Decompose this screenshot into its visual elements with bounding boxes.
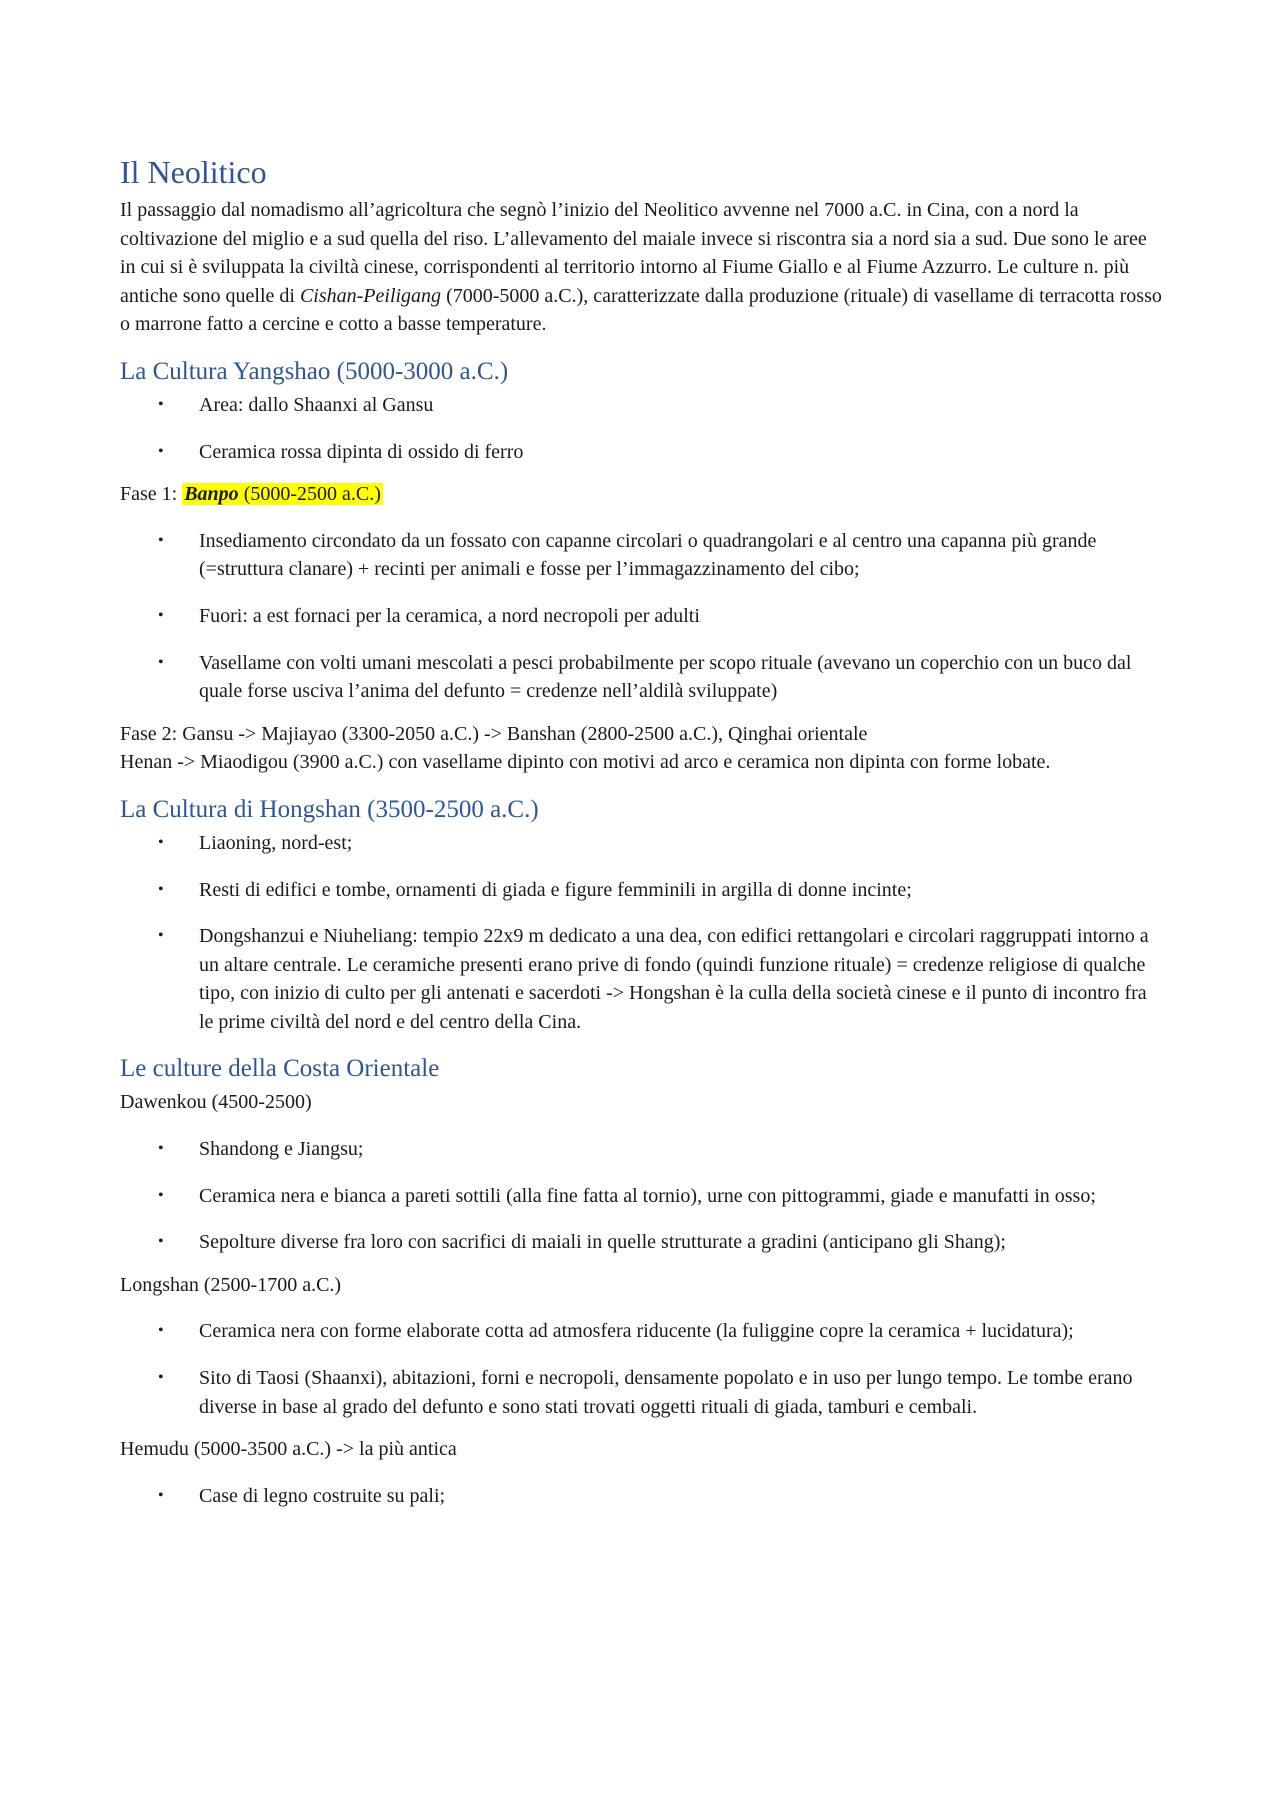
list-item: • Sito di Taosi (Shaanxi), abitazioni, forni e necropoli, densamente popolato e in uso per lungo tempo. Le tombe erano diverse in base al grado del defunto e sono stati trovati oggetti rituali di giada, tamburi e cembali. bbox=[120, 1364, 1165, 1421]
list-item: • Ceramica nera e bianca a pareti sottili (alla fine fatta al tornio), urne con pittogrammi, giade e manufatti in osso; bbox=[120, 1182, 1165, 1211]
list-item: • Vasellame con volti umani mescolati a pesci probabilmente per scopo rituale (avevano un coperchio con un buco dal quale forse usciva l’anima del defunto = credenze nell’aldilà sviluppate) bbox=[120, 649, 1165, 706]
list-item: • Sepolture diverse fra loro con sacrifici di maiali in quelle strutturate a gradini (anticipano gli Shang); bbox=[120, 1228, 1165, 1257]
bullet-icon: • bbox=[158, 1140, 164, 1158]
hemudu-list bbox=[120, 1482, 1165, 1511]
fase1-dates: (5000-2500 a.C.) bbox=[238, 483, 381, 506]
page-title: Il Neolitico bbox=[120, 154, 267, 190]
document-page bbox=[120, 148, 1165, 1524]
intro-text-em: Cishan-Peiligang bbox=[299, 284, 442, 307]
bullet-icon: • bbox=[158, 833, 164, 851]
list-item: • Ceramica nera con forme elaborate cotta ad atmosfera riducente (la fuliggine copre la ceramica + lucidatura); bbox=[120, 1317, 1165, 1346]
bullet-icon: • bbox=[158, 1369, 164, 1387]
fase1-name: Banpo bbox=[184, 483, 239, 506]
bullet-icon: • bbox=[158, 927, 164, 945]
dawenkou-list bbox=[120, 1135, 1165, 1257]
longshan-list bbox=[120, 1317, 1165, 1421]
fase1-highlight bbox=[182, 483, 383, 505]
section-heading-costa: Le culture della Costa Orientale bbox=[120, 1055, 440, 1083]
hongshan-list bbox=[120, 829, 1165, 1037]
bullet-icon: • bbox=[158, 880, 164, 898]
list-item: • Fuori: a est fornaci per la ceramica, a nord necropoli per adulti bbox=[120, 602, 1165, 631]
list-item: • Resti di edifici e tombe, ornamenti di giada e figure femminili in argilla di donne incinte; bbox=[120, 876, 1165, 905]
hemudu-label: Hemudu (5000-3500 a.C.) -> la più antica bbox=[120, 1438, 457, 1461]
fase1-line bbox=[120, 480, 1165, 509]
intro-text-a: Il passaggio dal nomadismo all’agricoltura che segnò l’inizio del Neolitico avvenne nel 7000 a.C. in Cina, con a nord la coltivazione del miglio e a sud quella del riso. L’allevamento del maiale invece si riscontra sia a nord sia a sud. Due sono le aree in cui si è sviluppata la civiltà cinese, corrispondenti al territorio intorno al Fiume Giallo e al Fiume Azzurro. Le culture n. più antiche sono quelle di bbox=[120, 199, 1147, 307]
fase1-list bbox=[120, 527, 1165, 706]
section-heading-yangshao: La Cultura Yangshao (5000-3000 a.C.) bbox=[120, 357, 509, 385]
intro-text-b: (7000-5000 a.C.), caratterizzate dalla produzione (rituale) di vasellame di terracotta rosso o marrone fatto a cercine e cotto a basse temperature. bbox=[120, 284, 1162, 336]
list-item: • Case di legno costruite su pali; bbox=[120, 1482, 1165, 1511]
list-item: • Dongshanzui e Niuheliang: tempio 22x9 m dedicato a una dea, con edifici rettangolari e circolari raggruppati intorno a un altare centrale. Le ceramiche presenti erano prive di fondo (quindi funzione rituale) = credenze religiose di qualche tipo, con inizio di culto per gli antenati e sacerdoti -> Hongshan è la culla della società cinese e il punto di incontro fra le prime civiltà del nord e del centro della Cina. bbox=[120, 922, 1165, 1036]
bullet-icon: • bbox=[158, 653, 164, 671]
list-item: • Area: dallo Shaanxi al Gansu bbox=[120, 391, 1165, 420]
bullet-icon: • bbox=[158, 531, 164, 549]
list-item: • Insediamento circondato da un fossato con capanne circolari o quadrangolari e al centro una capanna più grande (=struttura clanare) + recinti per animali e fosse per l’immagazzinamento del cibo; bbox=[120, 527, 1165, 584]
intro-paragraph bbox=[120, 196, 1165, 339]
dawenkou-label: Dawenkou (4500-2500) bbox=[120, 1091, 312, 1114]
fase2-line2: Henan -> Miaodigou (3900 a.C.) con vasellame dipinto con motivi ad arco e ceramica non dipinta con forme lobate. bbox=[120, 751, 1051, 774]
fase1-label: Fase 1: bbox=[120, 483, 183, 506]
bullet-icon: • bbox=[158, 442, 164, 460]
list-item: • Ceramica rossa dipinta di ossido di ferro bbox=[120, 438, 1165, 467]
section-heading-hongshan: La Cultura di Hongshan (3500-2500 a.C.) bbox=[120, 795, 539, 823]
bullet-icon: • bbox=[158, 1486, 164, 1504]
fase2-line1: Fase 2: Gansu -> Majiayao (3300-2050 a.C.) -> Banshan (2800-2500 a.C.), Qinghai orientale bbox=[120, 722, 868, 745]
list-item: • Shandong e Jiangsu; bbox=[120, 1135, 1165, 1164]
bullet-icon: • bbox=[158, 1233, 164, 1251]
list-item: • Liaoning, nord-est; bbox=[120, 829, 1165, 858]
bullet-icon: • bbox=[158, 1186, 164, 1204]
longshan-label: Longshan (2500-1700 a.C.) bbox=[120, 1273, 342, 1296]
bullet-icon: • bbox=[158, 1322, 164, 1340]
bullet-icon: • bbox=[158, 606, 164, 624]
yangshao-list bbox=[120, 391, 1165, 466]
bullet-icon: • bbox=[158, 395, 164, 413]
